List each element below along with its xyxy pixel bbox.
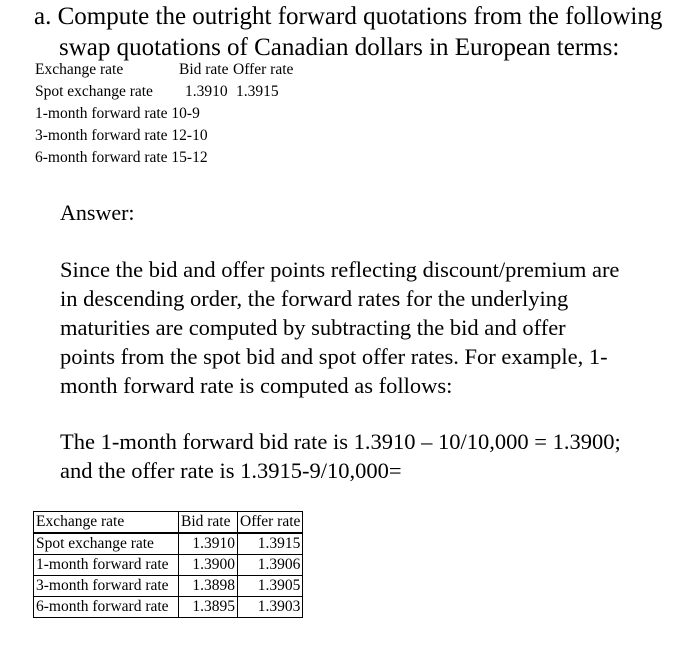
row-offer: 1.3903 [238, 597, 303, 618]
row-bid: 1.3898 [179, 576, 238, 597]
answer-paragraph-explanation [60, 255, 619, 400]
row-offer: 1.3915 [238, 533, 303, 555]
quote-header-bid-rate: Bid rate [179, 61, 229, 78]
forward-rates-table [33, 511, 303, 618]
header-offer-rate: Offer rate [238, 512, 303, 534]
row-bid: 1.3895 [179, 597, 238, 618]
question-line-2: swap quotations of Canadian dollars in European terms: [59, 34, 620, 61]
quote-header-exchange-rate: Exchange rate [35, 61, 124, 78]
paragraph-line: points from the spot bid and spot offer rates. For example, 1- [60, 344, 608, 369]
quote-row-offer: 1.3915 [236, 83, 279, 100]
table-row [34, 555, 303, 576]
row-offer: 1.3905 [238, 576, 303, 597]
table-row [34, 533, 303, 555]
quote-row-label: 3-month forward rate 12-10 [35, 127, 208, 144]
row-label: 1-month forward rate [34, 555, 179, 576]
answer-paragraph-computation [60, 427, 621, 485]
row-offer: 1.3906 [238, 555, 303, 576]
paragraph-line: month forward rate is computed as follows: [60, 373, 453, 398]
paragraph-line: maturities are computed by subtracting the bid and offer [60, 315, 566, 340]
quote-row-label: Spot exchange rate [35, 83, 153, 100]
row-label: 3-month forward rate [34, 576, 179, 597]
paragraph-line: The 1-month forward bid rate is 1.3910 – 10/10,000 = 1.3900; [60, 429, 621, 454]
paragraph-line: Since the bid and offer points reflecting discount/premium are [60, 257, 620, 282]
header-bid-rate: Bid rate [179, 512, 238, 534]
row-label: 6-month forward rate [34, 597, 179, 618]
quote-row-label: 1-month forward rate 10-9 [35, 105, 200, 122]
table-header-row [34, 512, 303, 534]
paragraph-line: and the offer rate is 1.3915-9/10,000= [60, 458, 402, 483]
row-bid: 1.3900 [179, 555, 238, 576]
table-row [34, 597, 303, 618]
question-line-1: a. Compute the outright forward quotations from the following [34, 3, 663, 30]
quote-row-bid: 1.3910 [185, 83, 228, 100]
row-label: Spot exchange rate [34, 533, 179, 555]
row-bid: 1.3910 [179, 533, 238, 555]
answer-heading: Answer: [60, 200, 135, 225]
quote-row-label: 6-month forward rate 15-12 [35, 149, 208, 166]
table-row [34, 576, 303, 597]
quote-header-offer-rate: Offer rate [233, 61, 294, 78]
paragraph-line: in descending order, the forward rates for the underlying [60, 286, 569, 311]
header-exchange-rate: Exchange rate [34, 512, 179, 534]
